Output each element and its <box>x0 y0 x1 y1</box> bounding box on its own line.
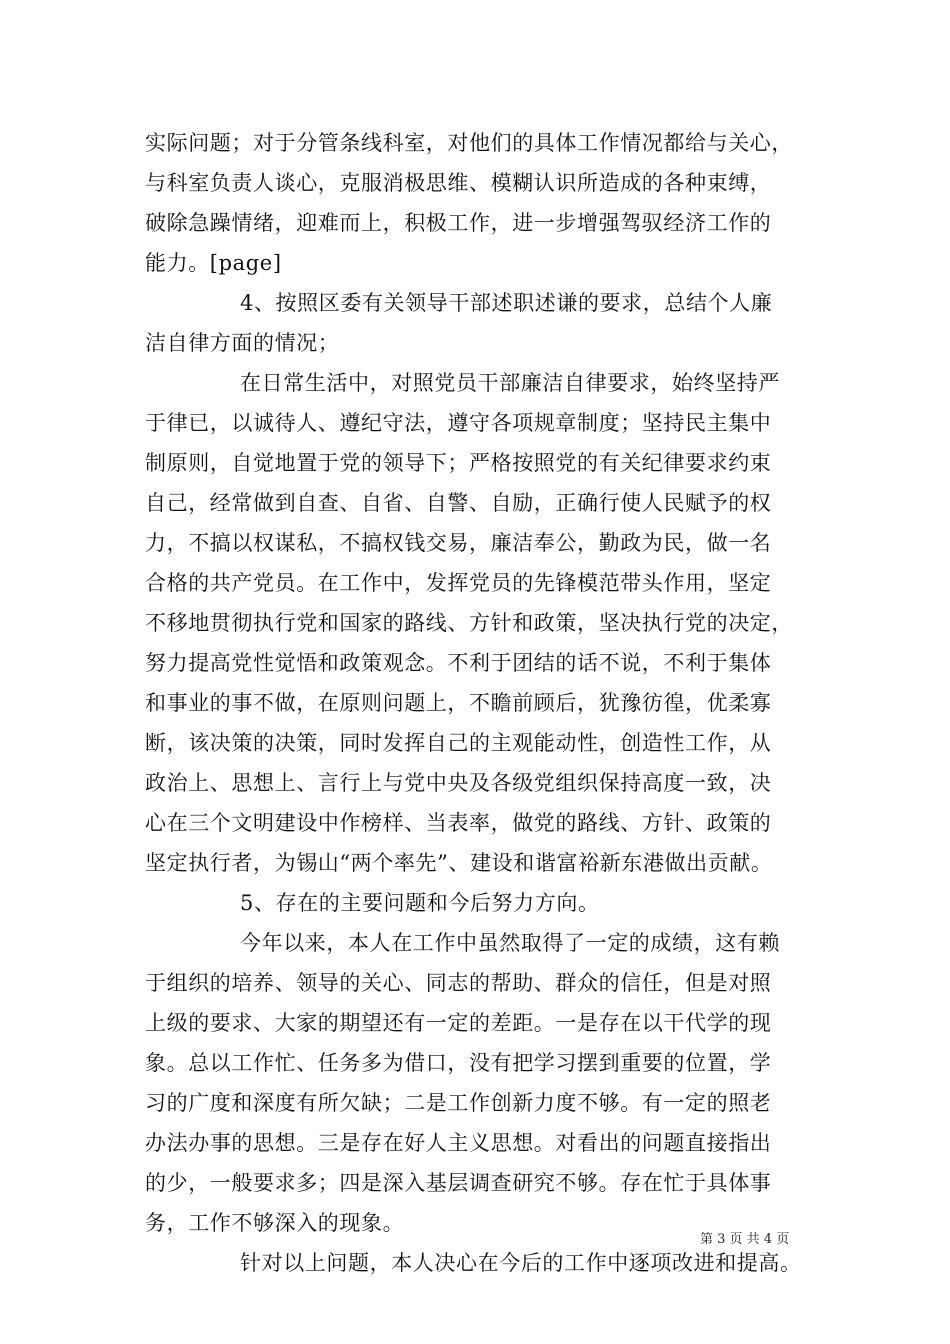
text-line: 断，该决策的决策，同时发挥自己的主观能动性，创造性工作，从 <box>145 731 772 755</box>
paragraph-start: 在日常生活中，对照党员干部廉洁自律要求，始终坚持严 <box>240 371 780 395</box>
text-line: 破除急躁情绪，迎难而上，积极工作，进一步增强驾驭经济工作的 <box>145 211 772 235</box>
text-line: 不移地贯彻执行党和国家的路线、方针和政策，坚决执行党的决定， <box>145 611 793 635</box>
text-line: 象。总以工作忙、任务多为借口，没有把学习摆到重要的位置，学 <box>145 1051 772 1075</box>
paragraph-start: 针对以上问题，本人决心在今后的工作中逐项改进和提高。 <box>240 1251 802 1275</box>
text-line: 上级的要求、大家的期望还有一定的差距。一是存在以干代学的现 <box>145 1011 772 1035</box>
text-line: 自己，经常做到自查、自省、自警、自励，正确行使人民赋予的权 <box>145 491 772 515</box>
text-line: 办法办事的思想。三是存在好人主义思想。对看出的问题直接指出 <box>145 1131 772 1155</box>
text-line: 与科室负责人谈心，克服消极思维、模糊认识所造成的各种束缚， <box>145 171 772 195</box>
text-line: 于组织的培养、领导的关心、同志的帮助、群众的信任，但是对照 <box>145 971 772 995</box>
text-line: 政治上、思想上、言行上与党中央及各级党组织保持高度一致，决 <box>145 771 772 795</box>
text-line: 的少，一般要求多；四是深入基层调查研究不够。存在忙于具体事 <box>145 1171 772 1195</box>
text-line: 和事业的事不做，在原则问题上，不瞻前顾后，犹豫彷徨，优柔寡 <box>145 691 772 715</box>
text-line: 能力。[page] <box>145 251 282 275</box>
paragraph-start: 今年以来，本人在工作中虽然取得了一定的成绩，这有赖 <box>240 931 780 955</box>
text-line: 务，工作不够深入的现象。 <box>145 1211 405 1235</box>
text-line: 努力提高党性觉悟和政策观念。不利于团结的话不说，不利于集体 <box>145 651 772 675</box>
text-line: 习的广度和深度有所欠缺；二是工作创新力度不够。有一定的照老 <box>145 1091 772 1115</box>
page-number: 第 3 页 共 4 页 <box>700 1232 790 1247</box>
text-line: 于律已，以诚待人、遵纪守法，遵守各项规章制度；坚持民主集中 <box>145 411 772 435</box>
section-heading-4: 4、按照区委有关领导干部述职述谦的要求，总结个人廉 <box>240 291 773 315</box>
text-line: 实际问题；对于分管条线科室，对他们的具体工作情况都给与关心， <box>145 131 793 155</box>
text-line: 心在三个文明建设中作榜样、当表率，做党的路线、方针、政策的 <box>145 811 772 835</box>
text-line: 坚定执行者，为锡山“两个率先”、建设和谐富裕新东港做出贡献。 <box>145 851 773 875</box>
section-heading-5: 5、存在的主要问题和今后努力方向。 <box>240 891 600 915</box>
text-line: 洁自律方面的情况； <box>145 331 340 355</box>
text-line: 制原则，自觉地置于党的领导下；严格按照党的有关纪律要求约束 <box>145 451 772 475</box>
text-line: 力，不搞以权谋私，不搞权钱交易，廉洁奉公，勤政为民，做一名 <box>145 531 772 555</box>
text-line: 合格的共产党员。在工作中，发挥党员的先锋模范带头作用，坚定 <box>145 571 772 595</box>
